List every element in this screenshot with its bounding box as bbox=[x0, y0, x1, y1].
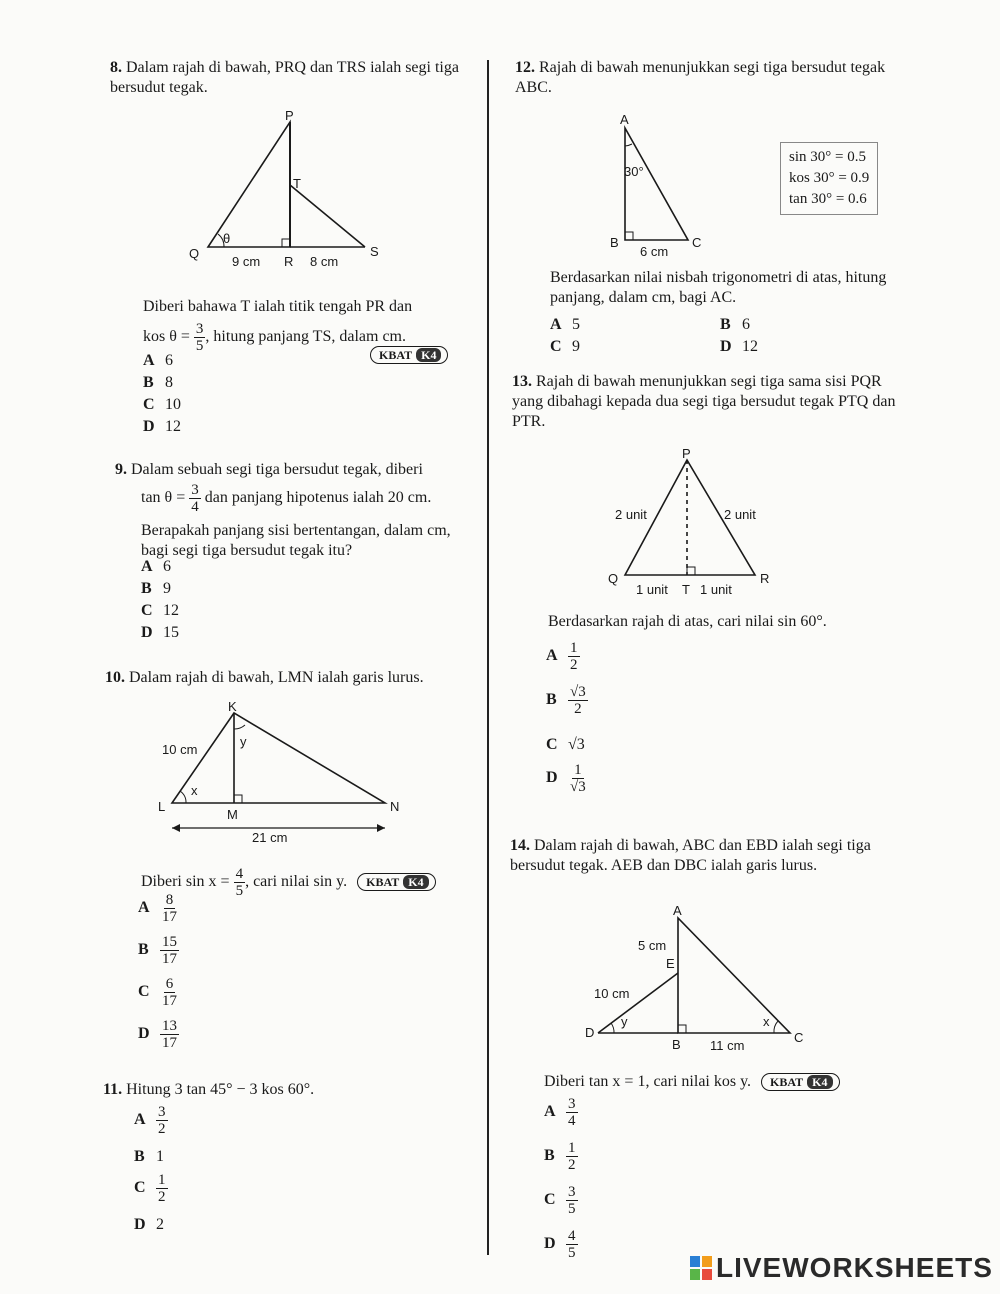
q12-option-a[interactable]: A 5 bbox=[550, 316, 580, 333]
q10-given bbox=[141, 866, 436, 899]
q12-option-b[interactable]: B 6 bbox=[720, 316, 750, 333]
q13-diagram bbox=[600, 445, 790, 605]
q14-stem bbox=[510, 836, 900, 876]
q12-label-a: A bbox=[620, 112, 629, 127]
q9-stem bbox=[115, 460, 475, 561]
q14-label-y: y bbox=[621, 1014, 628, 1029]
q8-label-qr: 9 cm bbox=[232, 254, 261, 269]
q10-option-b[interactable]: B $\frac{15}{17}$ bbox=[138, 934, 177, 967]
q9-option-a[interactable]: A 6 bbox=[141, 558, 171, 575]
q11-stem-text: Hitung 3 tan 45° − 3 kos 60°. bbox=[126, 1081, 315, 1098]
q10-label-l: L bbox=[158, 799, 166, 814]
kbat-label: KBAT bbox=[379, 348, 413, 362]
liveworksheets-grid-icon bbox=[690, 1256, 712, 1280]
q11-option-b[interactable]: B 1 bbox=[134, 1148, 164, 1165]
q14-option-a[interactable]: A $\frac{3}{4}$ bbox=[544, 1096, 576, 1129]
q11-stem bbox=[103, 1080, 314, 1100]
q12-question: Berdasarkan nilai nisbah trigonometri di atas, hitung panjang, dalam cm, bagi AC. bbox=[550, 269, 887, 306]
q14-stem-text: Dalam rajah di bawah, ABC dan EBD ialah segi tiga bersudut tegak. AEB dan DBC ialah garis lurus. bbox=[510, 837, 871, 874]
q9-line3: Berapakah panjang sisi bertentangan, dalam cm, bagi segi tiga bersudut tegak itu? bbox=[141, 522, 451, 559]
q14-option-c[interactable]: C $\frac{3}{5}$ bbox=[544, 1184, 576, 1217]
q8-cos-den: 5 bbox=[195, 338, 204, 354]
q10-number: 10. bbox=[105, 669, 125, 686]
q10-given-fraction: $\frac{4}{5}$ bbox=[235, 866, 244, 899]
q13-option-c[interactable]: C √3 bbox=[546, 736, 585, 753]
q8-stem-text: Dalam rajah di bawah, PRQ dan TRS ialah segi tiga bersudut tegak. bbox=[110, 59, 459, 96]
q10-label-n: N bbox=[390, 799, 400, 814]
q13-stem bbox=[512, 372, 900, 432]
q10-label-y: y bbox=[240, 734, 247, 749]
q10-option-d[interactable]: D $\frac{13}{17}$ bbox=[138, 1018, 177, 1051]
q12-label-c: C bbox=[692, 235, 702, 250]
q9-line1: Dalam sebuah segi tiga bersudut tegak, diberi bbox=[131, 461, 423, 478]
kbat-level: K4 bbox=[416, 348, 441, 362]
q13-label-t: T bbox=[682, 582, 690, 597]
q8-option-b[interactable]: B 8 bbox=[143, 374, 173, 391]
q8-options bbox=[143, 350, 181, 438]
q8-kbat-badge bbox=[370, 346, 448, 364]
q14-given-text: Diberi tan x = 1, cari nilai kos y. bbox=[544, 1073, 752, 1090]
q14-option-d[interactable]: D $\frac{4}{5}$ bbox=[544, 1228, 576, 1261]
q10-stem-text: Dalam rajah di bawah, LMN ialah garis lurus. bbox=[129, 669, 424, 686]
q10-option-c[interactable]: C $\frac{6}{17}$ bbox=[138, 976, 177, 1009]
q13-option-a[interactable]: A $\frac{1}{2}$ bbox=[546, 640, 578, 673]
q13-label-q: Q bbox=[608, 571, 619, 586]
q12-label-b: B bbox=[610, 235, 619, 250]
q14-label-bc: 11 cm bbox=[710, 1038, 745, 1053]
q11-option-c[interactable]: C $\frac{1}{2}$ bbox=[134, 1172, 166, 1205]
q10-label-k: K bbox=[228, 699, 237, 714]
q12-stem-text: Rajah di bawah menunjukkan segi tiga bersudut tegak ABC. bbox=[515, 59, 886, 96]
q9-option-d[interactable]: D 15 bbox=[141, 624, 179, 641]
q13-option-b[interactable]: B $\frac{√3}{2}$ bbox=[546, 684, 586, 717]
q10-label-ln: 21 cm bbox=[252, 830, 288, 845]
q13-question: Berdasarkan rajah di atas, cari nilai sin 60°. bbox=[548, 613, 827, 630]
q10-kbat-badge: KBAT K4 bbox=[357, 873, 435, 891]
q8-option-c[interactable]: C 10 bbox=[143, 396, 181, 413]
q8-cos-lead: kos θ = bbox=[143, 328, 190, 346]
q11-option-d[interactable]: D 2 bbox=[134, 1216, 164, 1233]
q8-number: 8. bbox=[110, 59, 122, 76]
q8-label-theta: θ bbox=[223, 231, 231, 246]
q8-cos-fraction bbox=[194, 321, 206, 354]
q14-option-b[interactable]: B $\frac{1}{2}$ bbox=[544, 1140, 576, 1173]
q10-option-a[interactable]: A $\frac{8}{17}$ bbox=[138, 892, 177, 925]
q11-options bbox=[134, 1104, 168, 1240]
q12-trig-cos: kos 30° = 0.9 bbox=[789, 170, 870, 186]
q13-label-pq: 2 unit bbox=[615, 507, 647, 522]
q13-stem-text: Rajah di bawah menunjukkan segi tiga sama sisi PQR yang dibahagi kepada dua segi tiga bersudut tegak PTQ dan PTR. bbox=[512, 373, 896, 430]
q9-number: 9. bbox=[115, 461, 127, 478]
q12-trig-sin: sin 30° = 0.5 bbox=[789, 149, 866, 165]
liveworksheets-brand-text: LIVEWORKSHEETS bbox=[716, 1252, 993, 1283]
q13-options bbox=[546, 640, 588, 806]
q12-label-bc: 6 cm bbox=[640, 244, 669, 259]
q14-options bbox=[544, 1096, 578, 1272]
q10-options bbox=[138, 892, 179, 1060]
q10-stem bbox=[105, 668, 475, 688]
q13-label-tr: 1 unit bbox=[700, 582, 732, 597]
q8-label-q: Q bbox=[189, 246, 200, 261]
q8-label-s: S bbox=[370, 244, 379, 259]
q12-trig-table bbox=[780, 142, 878, 215]
q14-label-x: x bbox=[763, 1014, 770, 1029]
q8-label-r: R bbox=[284, 254, 294, 269]
q13-number: 13. bbox=[512, 373, 532, 390]
q11-number: 11. bbox=[103, 1081, 123, 1098]
q8-given-text: Diberi bahawa T ialah titik tengah PR dan bbox=[143, 298, 413, 315]
q14-label-b: B bbox=[672, 1037, 681, 1052]
q10-diagram bbox=[150, 698, 410, 848]
liveworksheets-logo bbox=[690, 1252, 993, 1284]
q14-number: 14. bbox=[510, 837, 530, 854]
q10-given-tail: , cari nilai sin y. bbox=[245, 873, 348, 891]
q8-option-d[interactable]: D 12 bbox=[143, 418, 181, 435]
q12-stem bbox=[515, 58, 900, 98]
q8-cos-num: 3 bbox=[195, 321, 204, 337]
q12-options bbox=[550, 314, 800, 358]
q9-options bbox=[141, 556, 179, 644]
q9-option-c[interactable]: C 12 bbox=[141, 602, 179, 619]
q8-label-t: T bbox=[293, 176, 301, 191]
column-divider bbox=[487, 60, 489, 1255]
q14-label-de: 10 cm bbox=[594, 986, 630, 1001]
q8-cos-tail: , hitung panjang TS, dalam cm. bbox=[205, 328, 406, 346]
q14-kbat-badge: KBAT K4 bbox=[761, 1073, 839, 1091]
q14-label-a: A bbox=[673, 903, 682, 918]
q13-label-p: P bbox=[682, 446, 691, 461]
q9-tan-fraction: $\frac{3}{4}$ bbox=[191, 482, 199, 515]
q8-diagram bbox=[180, 110, 390, 270]
q14-given bbox=[544, 1072, 840, 1092]
q10-label-x: x bbox=[191, 783, 198, 798]
q14-diagram bbox=[580, 898, 810, 1058]
q8-label-p: P bbox=[285, 110, 294, 123]
q10-given-lead: Diberi sin x = bbox=[141, 873, 230, 891]
q12-trig-tan: tan 30° = 0.6 bbox=[789, 191, 867, 207]
q12-option-d[interactable]: D 12 bbox=[720, 338, 758, 355]
q8-option-a[interactable]: A 6 bbox=[143, 352, 173, 369]
q14-label-e: E bbox=[666, 956, 675, 971]
q13-label-pr: 2 unit bbox=[724, 507, 756, 522]
q12-diagram bbox=[600, 110, 720, 260]
q9-option-b[interactable]: B 9 bbox=[141, 580, 171, 597]
q10-label-kl: 10 cm bbox=[162, 742, 198, 757]
q11-option-a[interactable]: A $\frac{3}{2}$ bbox=[134, 1104, 166, 1137]
q12-option-c[interactable]: C 9 bbox=[550, 338, 580, 355]
q13-option-d[interactable]: D $\frac{1}{√3}$ bbox=[546, 762, 586, 795]
q12-number: 12. bbox=[515, 59, 535, 76]
q14-label-c: C bbox=[794, 1030, 804, 1045]
q9-tan-tail: dan panjang hipotenus ialah 20 cm. bbox=[204, 489, 432, 507]
q13-label-r: R bbox=[760, 571, 770, 586]
q8-label-rs: 8 cm bbox=[310, 254, 339, 269]
q9-tan-lead: tan θ = bbox=[141, 489, 186, 507]
q12-label-angle: 30° bbox=[624, 164, 644, 179]
q8-stem bbox=[110, 58, 472, 98]
q14-label-d: D bbox=[585, 1025, 595, 1040]
q10-label-m: M bbox=[227, 807, 238, 822]
q14-label-ae: 5 cm bbox=[638, 938, 667, 953]
q13-label-qt: 1 unit bbox=[636, 582, 668, 597]
